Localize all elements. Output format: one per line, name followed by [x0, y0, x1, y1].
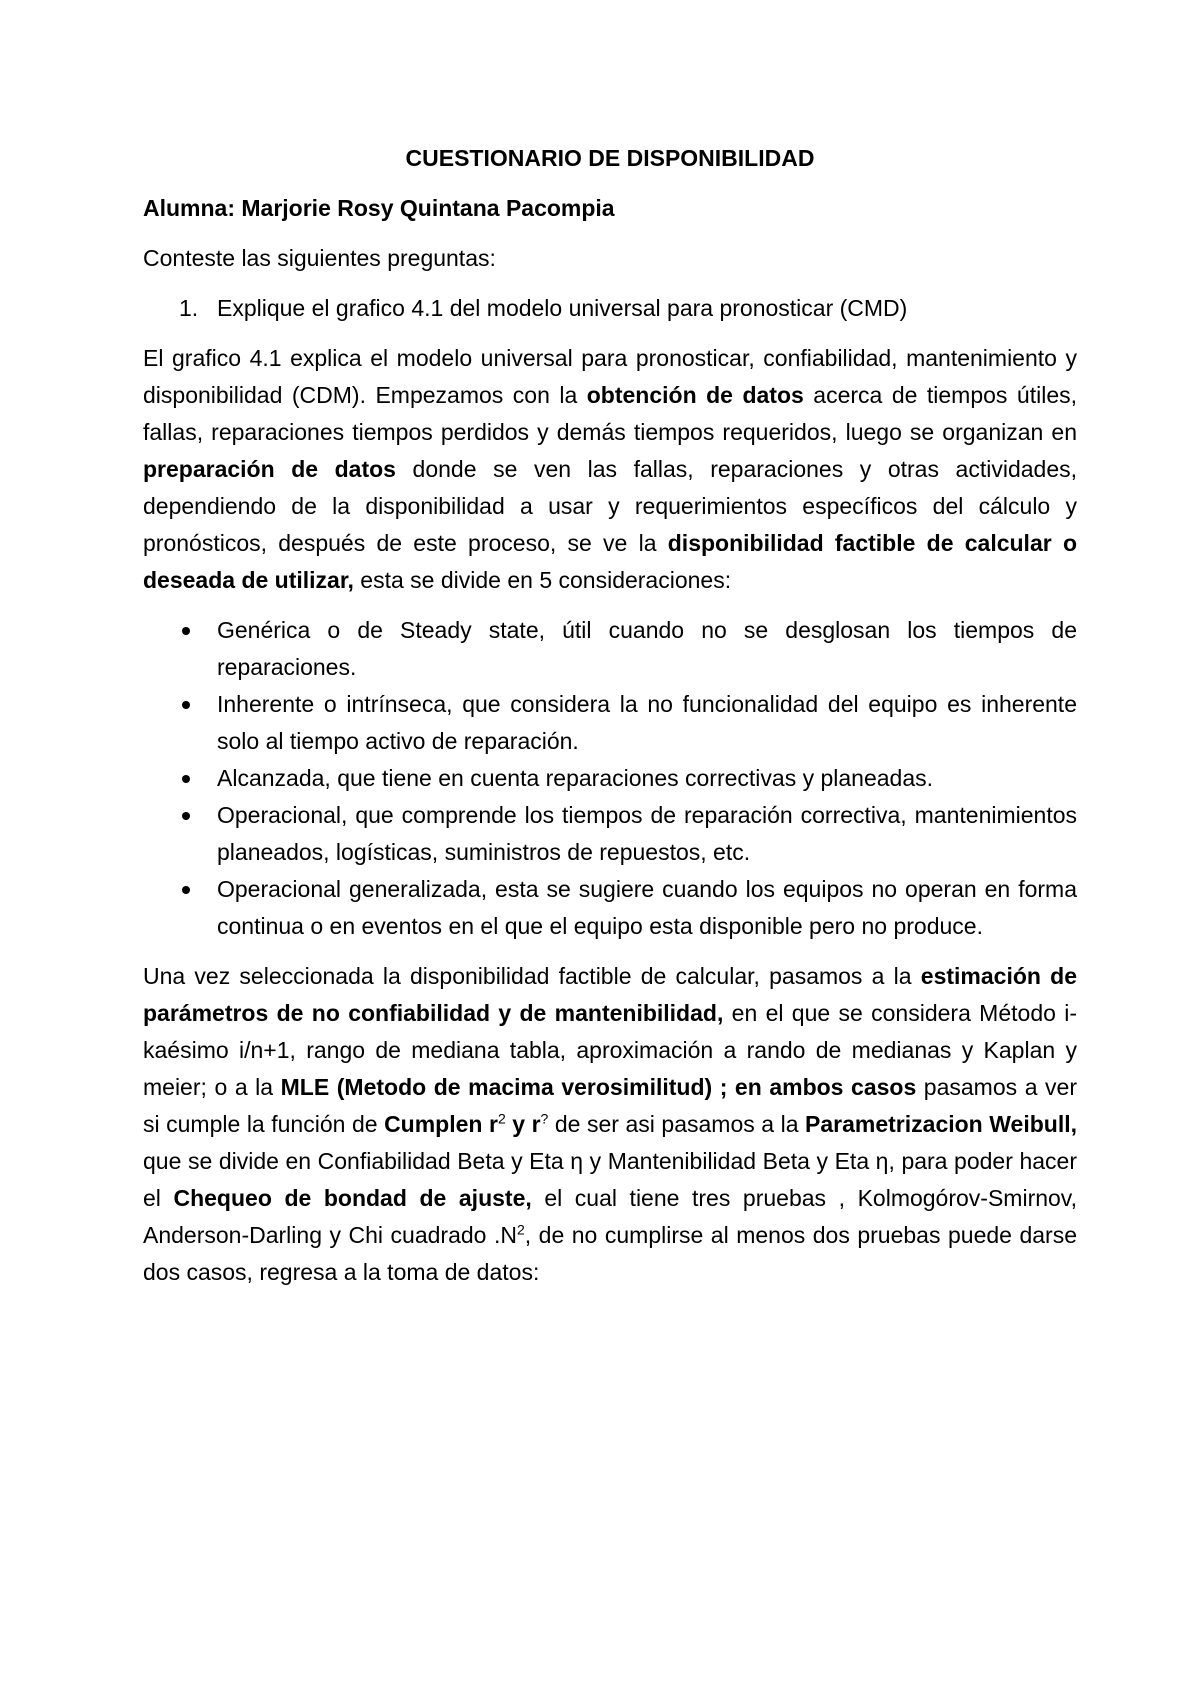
p2-superscript-2: ? — [540, 1110, 549, 1127]
question-item — [143, 290, 1077, 327]
bullet-icon — [182, 886, 190, 894]
list-item — [143, 760, 1077, 797]
p2-superscript-1: 2 — [497, 1110, 506, 1127]
document-title: CUESTIONARIO DE DISPONIBILIDAD — [405, 145, 815, 171]
bullet-icon — [182, 701, 190, 709]
answer-paragraph-2 — [143, 958, 1077, 1291]
p1-text-4: esta se divide en 5 consideraciones: — [353, 567, 732, 593]
student-name-line: Alumna: Marjorie Rosy Quintana Pacompia — [143, 195, 615, 221]
p1-text-3: donde se ven las fallas, reparaciones y otras actividades, dependiendo de la disponibilidad a usar y requerimientos específicos del cálculo y pronósticos, después de este proceso, se ve la — [143, 456, 1077, 556]
p2-bold-estimacion: estimación de parámetros de no confiabilidad y de mantenibilidad, — [143, 963, 1077, 1026]
list-item — [143, 871, 1077, 945]
list-item — [143, 686, 1077, 760]
bullet-icon — [182, 775, 190, 783]
question-text: Explique el grafico 4.1 del modelo universal para pronosticar (CMD) — [217, 295, 908, 321]
p2-text-4: de ser asi pasamos a la — [548, 1111, 806, 1137]
question-list — [143, 290, 1077, 327]
p2-text-5: que se divide en Confiabilidad Beta y Eta η y Mantenibilidad Beta y Eta η, para poder hacer el — [143, 1148, 1077, 1211]
p2-bold-chequeo: Chequeo de bondad de ajuste, — [173, 1185, 532, 1211]
instructions-line: Conteste las siguientes preguntas: — [143, 245, 496, 271]
bullet-icon — [182, 812, 190, 820]
p2-bold-r: y r — [505, 1111, 541, 1137]
p1-text-1: El grafico 4.1 explica el modelo universal para pronosticar, confiabilidad, mantenimiento y disponibilidad (CDM). Empezamos con la — [143, 345, 1077, 408]
p2-text-2: en el que se considera Método i-kaésimo i/n+1, rango de mediana tabla, aproximación a rando de medianas y Kaplan y meier; o a la — [143, 1000, 1077, 1100]
bullet-icon — [182, 627, 190, 635]
p2-text-6: el cual tiene tres pruebas , Kolmogórov-Smirnov, Anderson-Darling y Chi cuadrado .N — [143, 1185, 1077, 1248]
p1-bold-obtencion: obtención de datos — [586, 382, 804, 408]
p2-bold-cumplen: Cumplen r — [384, 1111, 498, 1137]
list-item — [143, 797, 1077, 871]
list-item — [143, 612, 1077, 686]
list-item-text: Alcanzada, que tiene en cuenta reparaciones correctivas y planeadas. — [217, 765, 934, 791]
list-item-text: Inherente o intrínseca, que considera la no funcionalidad del equipo es inherente solo al tiempo activo de reparación. — [217, 691, 1077, 754]
list-item-text: Operacional, que comprende los tiempos de reparación correctiva, mantenimientos planeados, logísticas, suministros de repuestos, etc. — [217, 802, 1077, 865]
p1-text-2: acerca de tiempos útiles, fallas, reparaciones tiempos perdidos y demás tiempos requeridos, luego se organizan en — [143, 382, 1077, 445]
p2-bold-weibull: Parametrizacion Weibull, — [805, 1111, 1077, 1137]
list-item-text: Genérica o de Steady state, útil cuando no se desglosan los tiempos de reparaciones. — [217, 617, 1077, 680]
p2-superscript-3: 2 — [516, 1221, 525, 1238]
p2-text-7: , de no cumplirse al menos dos pruebas puede darse dos casos, regresa a la toma de datos: — [143, 1222, 1077, 1285]
answer-paragraph-1 — [143, 340, 1077, 599]
p2-text-1: Una vez seleccionada la disponibilidad factible de calcular, pasamos a la — [143, 963, 921, 989]
question-number: 1. — [179, 295, 199, 321]
p1-bold-disponibilidad: disponibilidad factible de calcular o deseada de utilizar, — [143, 530, 1077, 593]
considerations-list — [143, 612, 1077, 945]
p2-bold-mle: MLE (Metodo de macima verosimilitud) ; en ambos casos — [280, 1074, 917, 1100]
document-page — [143, 140, 1077, 1304]
p1-bold-preparacion: preparación de datos — [143, 456, 396, 482]
p2-text-3: pasamos a ver si cumple la función de — [143, 1074, 1077, 1137]
list-item-text: Operacional generalizada, esta se sugiere cuando los equipos no operan en forma continua o en eventos en el que el equipo esta disponible pero no produce. — [217, 876, 1077, 939]
